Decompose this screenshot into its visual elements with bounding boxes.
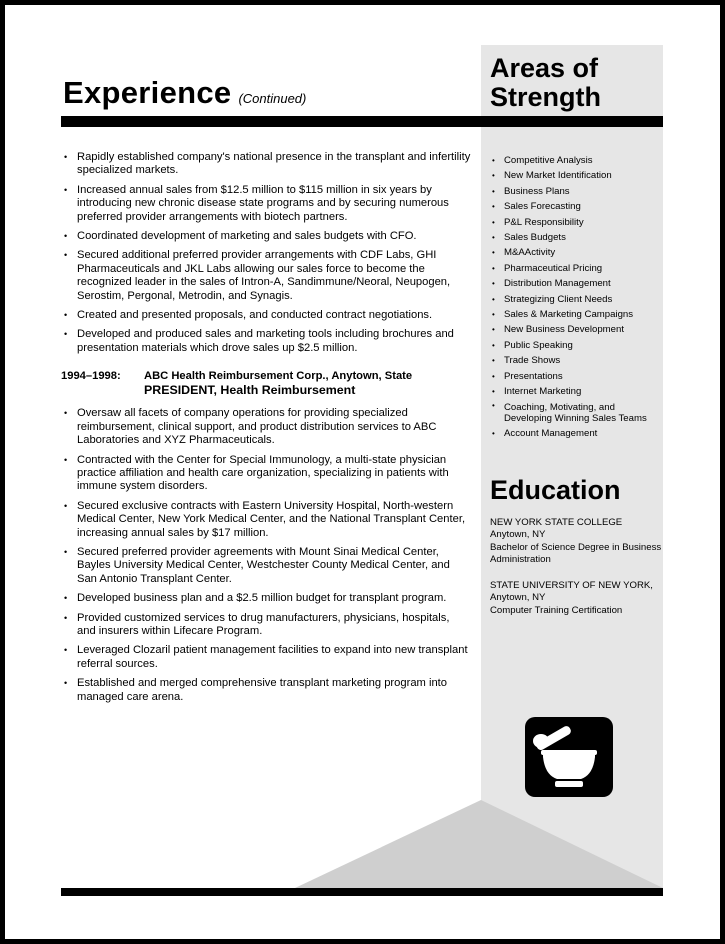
experience-bullet: • Coordinated development of marketing and sales budgets with CFO. [61,230,471,243]
school-name: STATE UNIVERSITY OF NEW YORK, Anytown, NY [490,580,653,604]
strength-item: • P&L Responsibility [491,215,661,230]
experience-bullet: • Leveraged Clozaril patient management facilities to expand into new transplant referral sources. [61,644,471,671]
experience-bullet: • Developed and produced sales and marketing tools including brochures and presentation materials which drove sales up $2.5 million. [61,328,471,355]
strength-item: • Presentations [491,369,661,384]
strength-item: • Sales & Marketing Campaigns [491,307,661,322]
strength-item: • Business Plans [491,184,661,199]
education-entry-2 [490,580,662,617]
strengths-list [491,153,661,442]
job-entry [61,369,471,398]
experience-bullet: • Secured preferred provider agreements with Mount Sinai Medical Center, Bayles University Medical Center, Westchester County Medical Center, and San Antonio Transplant Center. [61,546,471,586]
strength-item: • Sales Forecasting [491,199,661,214]
experience-list-2 [61,407,471,704]
strength-item: • Trade Shows [491,353,661,368]
bottom-divider [61,888,663,896]
experience-bullet: • Established and merged comprehensive transplant marketing program into managed care arena. [61,677,471,704]
experience-title: Experience [63,75,232,110]
school-name: NEW YORK STATE COLLEGE [490,517,623,528]
strength-item: • Competitive Analysis [491,153,661,168]
strength-item: • New Market Identification [491,168,661,183]
resume-page [5,5,720,939]
school-degree: Computer Training Certification [490,604,623,616]
experience-heading [63,75,306,111]
strengths-heading-line1: Areas of [490,53,599,83]
strength-item: • Sales Budgets [491,230,661,245]
experience-section [61,151,471,710]
strength-item: • Internet Marketing [491,384,661,399]
job-title: PRESIDENT, Health Reimbursement [144,383,356,398]
strength-item: • Strategizing Client Needs [491,292,661,307]
experience-bullet: • Secured additional preferred provider arrangements with CDF Labs, GHI Pharmaceuticals and JKL Labs allowing our sales force to become the recognized leader in the sales of Intron-A, Sandimmune/Neoral, Neupogen, Serostim, Pergonal, Metrodin, and Synagis. [61,249,471,303]
experience-bullet: • Contracted with the Center for Special Immunology, a multi-state physician practice affiliation and health care organization, specializing in patients with immune system disorders. [61,454,471,494]
experience-list-1 [61,151,471,355]
experience-bullet: • Increased annual sales from $12.5 million to $115 million in six years by introducing new chronic disease state programs and by securing numerous preferred provider arrangements with biotech partners. [61,184,471,224]
strength-item: • Account Management [491,426,661,441]
strengths-heading-line2: Strength [490,82,601,112]
top-divider [61,116,663,127]
strength-item: • M&AActivity [491,245,661,260]
experience-bullet: • Created and presented proposals, and conducted contract negotiations. [61,309,471,322]
school-degree: Bachelor of Science Degree in Business Administration [490,541,662,566]
mortar-and-pestle-icon [525,717,613,797]
experience-subtitle: (Continued) [238,91,307,106]
job-company: ABC Health Reimbursement Corp., Anytown, State [144,370,413,383]
experience-bullet: • Provided customized services to drug manufacturers, physicians, hospitals, and insurers within Lifecare Program. [61,612,471,639]
job-dates: 1994–1998: [61,370,121,383]
experience-bullet: • Oversaw all facets of company operations for providing specialized reimbursement, clinical support, and product distribution services to ABC Laboratories and XYZ Pharmaceuticals. [61,407,471,447]
experience-bullet: • Secured exclusive contracts with Eastern University Hospital, North-western Medical Center, New York Medical Center, and the National Transplant Center, increasing annual sales by $17 million. [61,500,471,540]
strength-item: • Public Speaking [491,338,661,353]
experience-bullet: • Developed business plan and a $2.5 million budget for transplant program. [61,592,471,605]
experience-bullet: • Rapidly established company's national presence in the transplant and infertility specialized markets. [61,151,471,178]
strength-item: • New Business Development [491,322,661,337]
strength-item: • Distribution Management [491,276,661,291]
strengths-heading [490,54,660,112]
strength-item: • Pharmaceutical Pricing [491,261,661,276]
strength-item: • Coaching, Motivating, and Developing Winning Sales Teams [491,400,661,427]
education-entry-1 [490,517,662,567]
school-location: Anytown, NY [490,529,546,541]
education-heading: Education [490,475,621,505]
